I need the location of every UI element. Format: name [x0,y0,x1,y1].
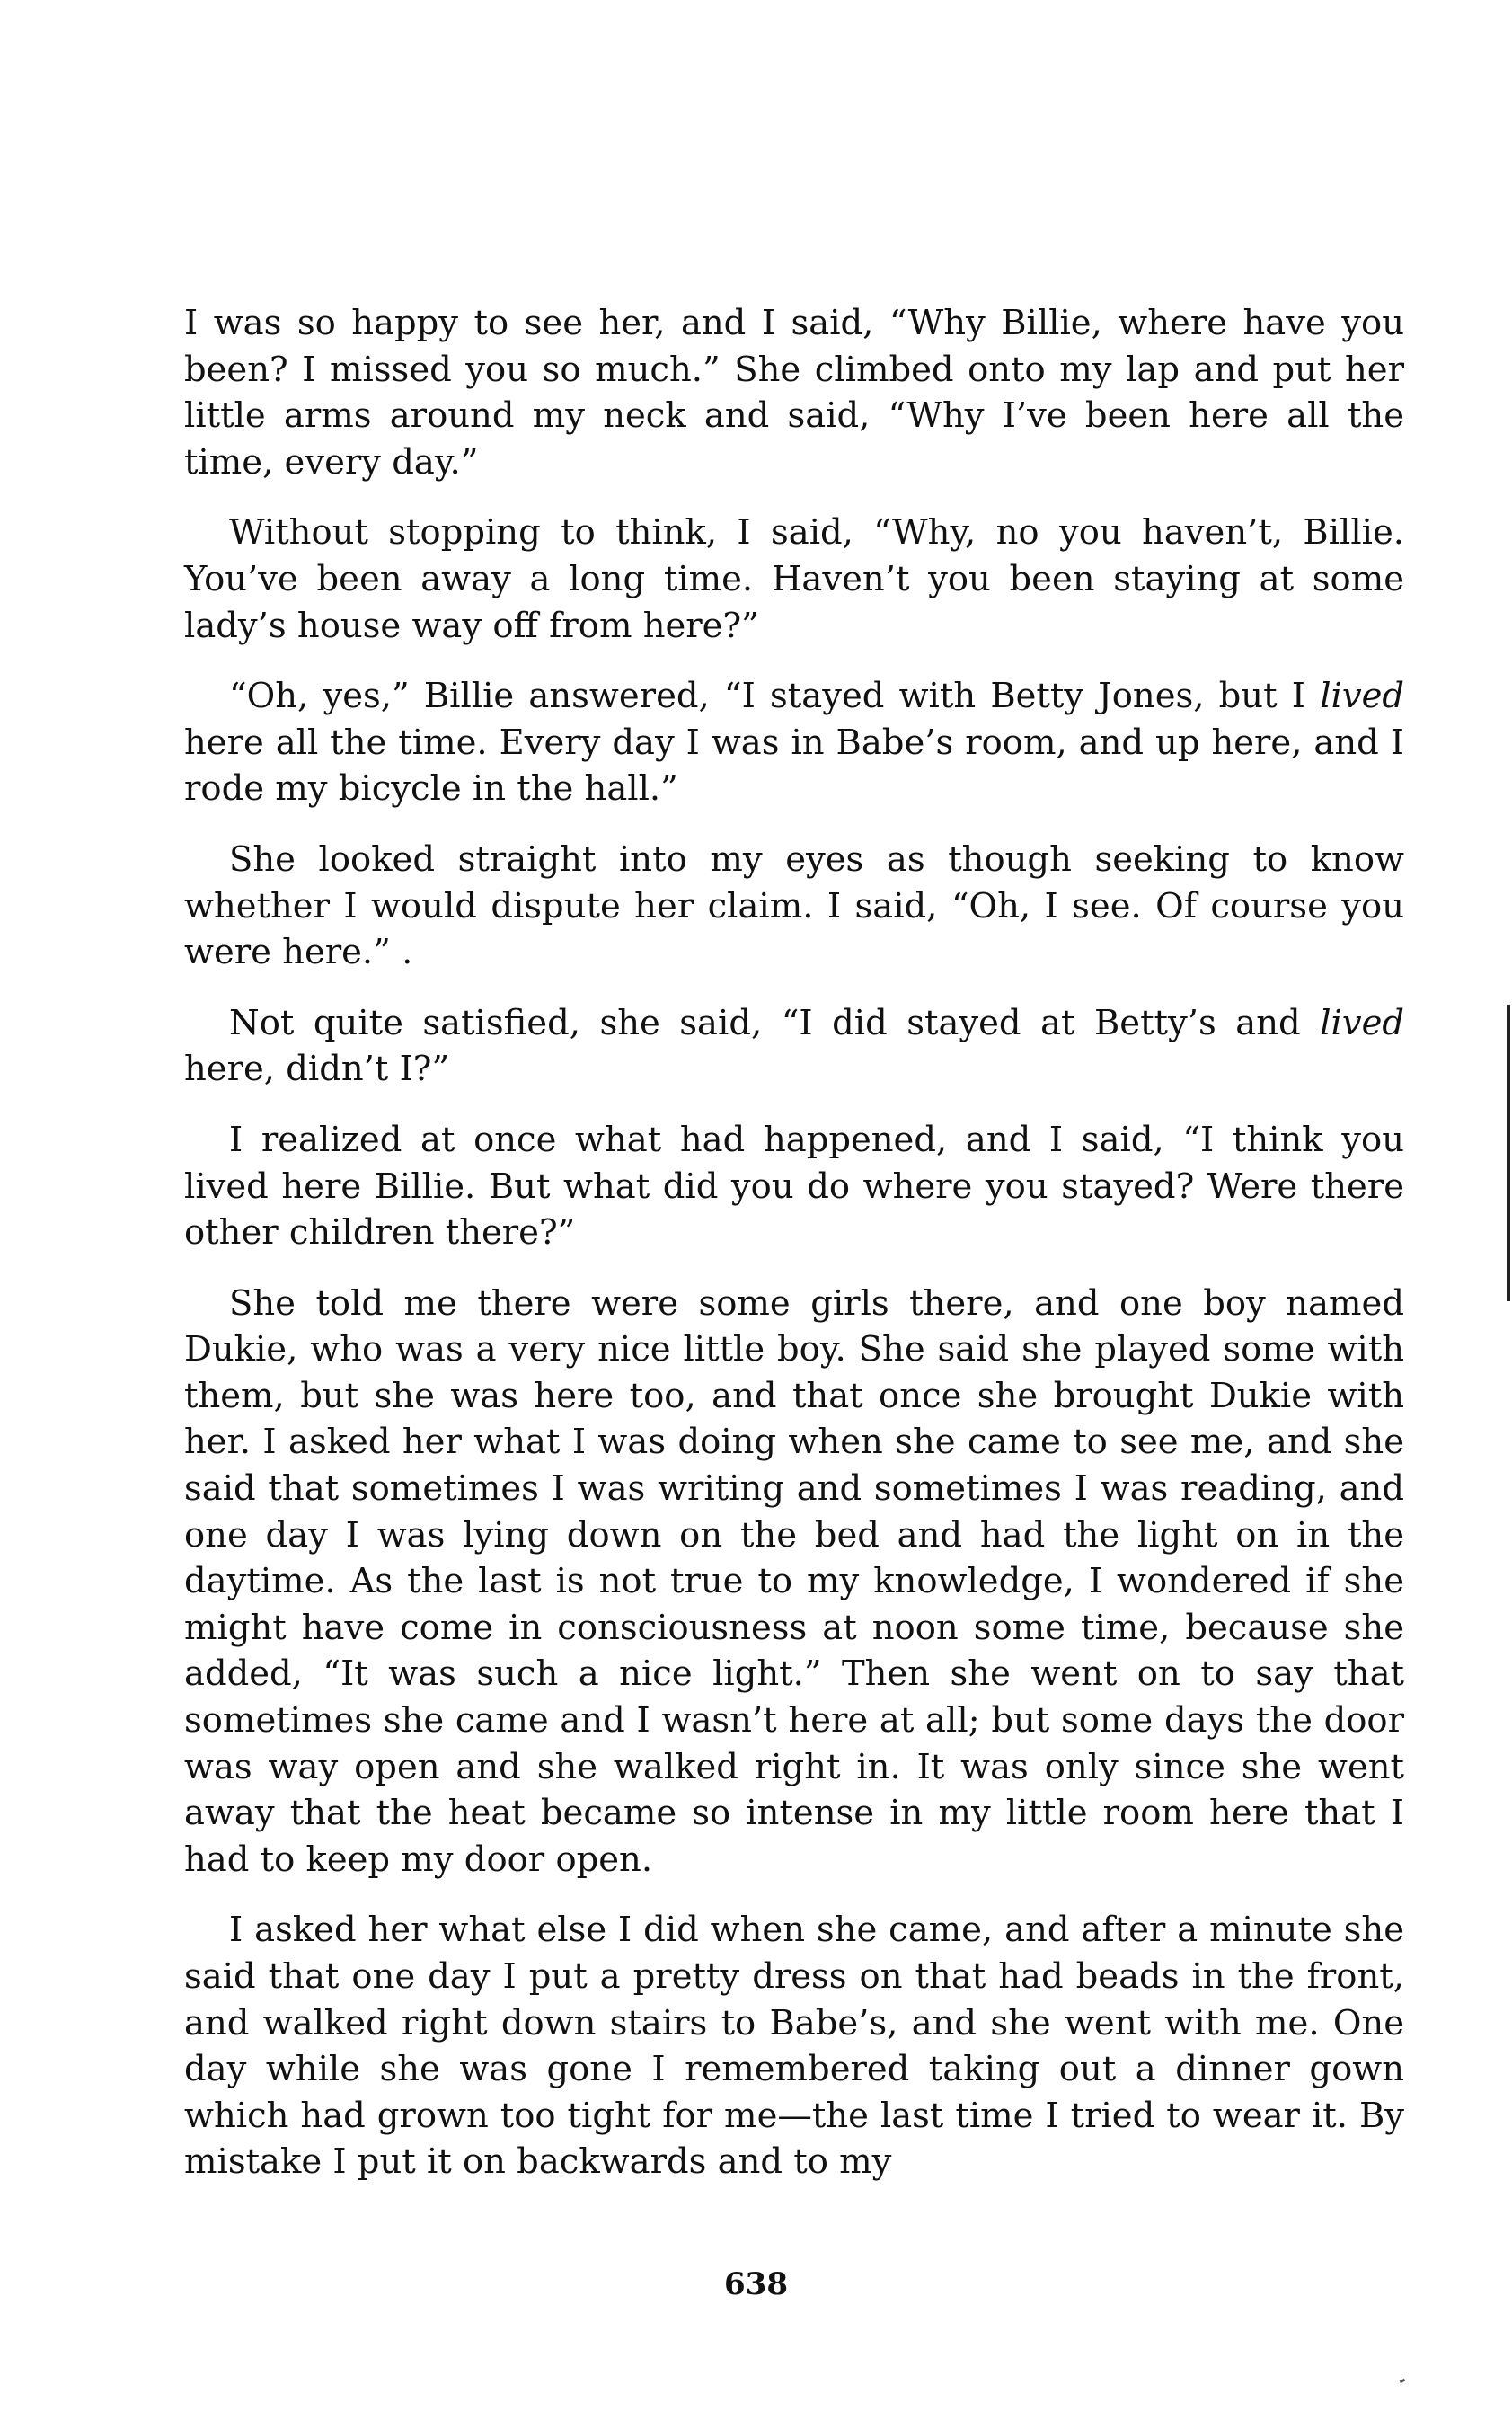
paragraph-2-text: Without stopping to think, I said, “Why, no you haven’t, Billie. You’ve been away a long time. Haven’t you been staying at some lady’s house way off from here?” [184,512,1404,646]
scan-margin-line [1507,1005,1510,1301]
paragraph-5-text-a: Not quite satisfied, she said, “I did stayed at Betty’s and [229,1002,1321,1043]
paragraph-3-italic-lived: lived [1320,676,1404,717]
paragraph-1 [184,300,1404,485]
paragraph-7 [184,1281,1404,1884]
paragraph-8 [184,1907,1404,2185]
body-text [184,300,1404,2210]
paragraph-1-text: I was so happy to see her, and I said, “Why Billie, where have you been? I missed you so much.” She climbed onto my lap and put her little arms around my neck and said, “Why I’ve been here all the time, every day.” [184,303,1404,483]
scan-speck [1400,2379,1406,2384]
paragraph-5-italic-lived: lived [1320,1002,1404,1043]
paragraph-3-text-b: here all the time. Every day I was in Babe’s room, and up here, and I rode my bicycle in the hall.” [184,722,1404,810]
paragraph-5 [184,1000,1404,1093]
paragraph-4-text: She looked straight into my eyes as though seeking to know whether I would dispute her claim. I said, “Oh, I see. Of course you were here.” . [184,838,1404,973]
paragraph-6-text: I realized at once what had happened, and I said, “I think you lived here Billie. But what did you do where you stayed? Were there other children there?” [184,1119,1404,1254]
page-number: 638 [724,2266,788,2302]
paragraph-2 [184,510,1404,649]
paragraph-7-text: She told me there were some girls there, and one boy named Dukie, who was a very nice little boy. She said she played some with them, but she was here too, and that once she brought Dukie with her. I asked her what I was doing when she came to see me, and she said that sometimes I was writing and sometimes I was reading, and one day I was lying down on the bed and had the light on in the daytime. As the last is not true to my knowledge, I wondered if she might have come in consciousness at noon some time, because she added, “It was such a nice light.” Then she went on to say that sometimes she came and I wasn’t here at all; but some days the door was way open and she walked right in. It was only since she went away that the heat became so intense in my little room here that I had to keep my door open. [184,1282,1404,1880]
paragraph-5-text-b: here, didn’t I?” [184,1049,450,1090]
paragraph-3 [184,673,1404,812]
paragraph-3-text-a: “Oh, yes,” Billie answered, “I stayed with Betty Jones, but I [229,676,1321,717]
paragraph-8-text: I asked her what else I did when she came, and after a minute she said that one day I put a pretty dress on that had beads in the front, and walked right down stairs to Babe’s, and she went with me. One day while she was gone I remembered taking out a dinner gown which had grown too tight for me—the last time I tried to wear it. By mistake I put it on backwards and to my [184,1910,1404,2183]
paragraph-6 [184,1117,1404,1256]
paragraph-4 [184,837,1404,976]
